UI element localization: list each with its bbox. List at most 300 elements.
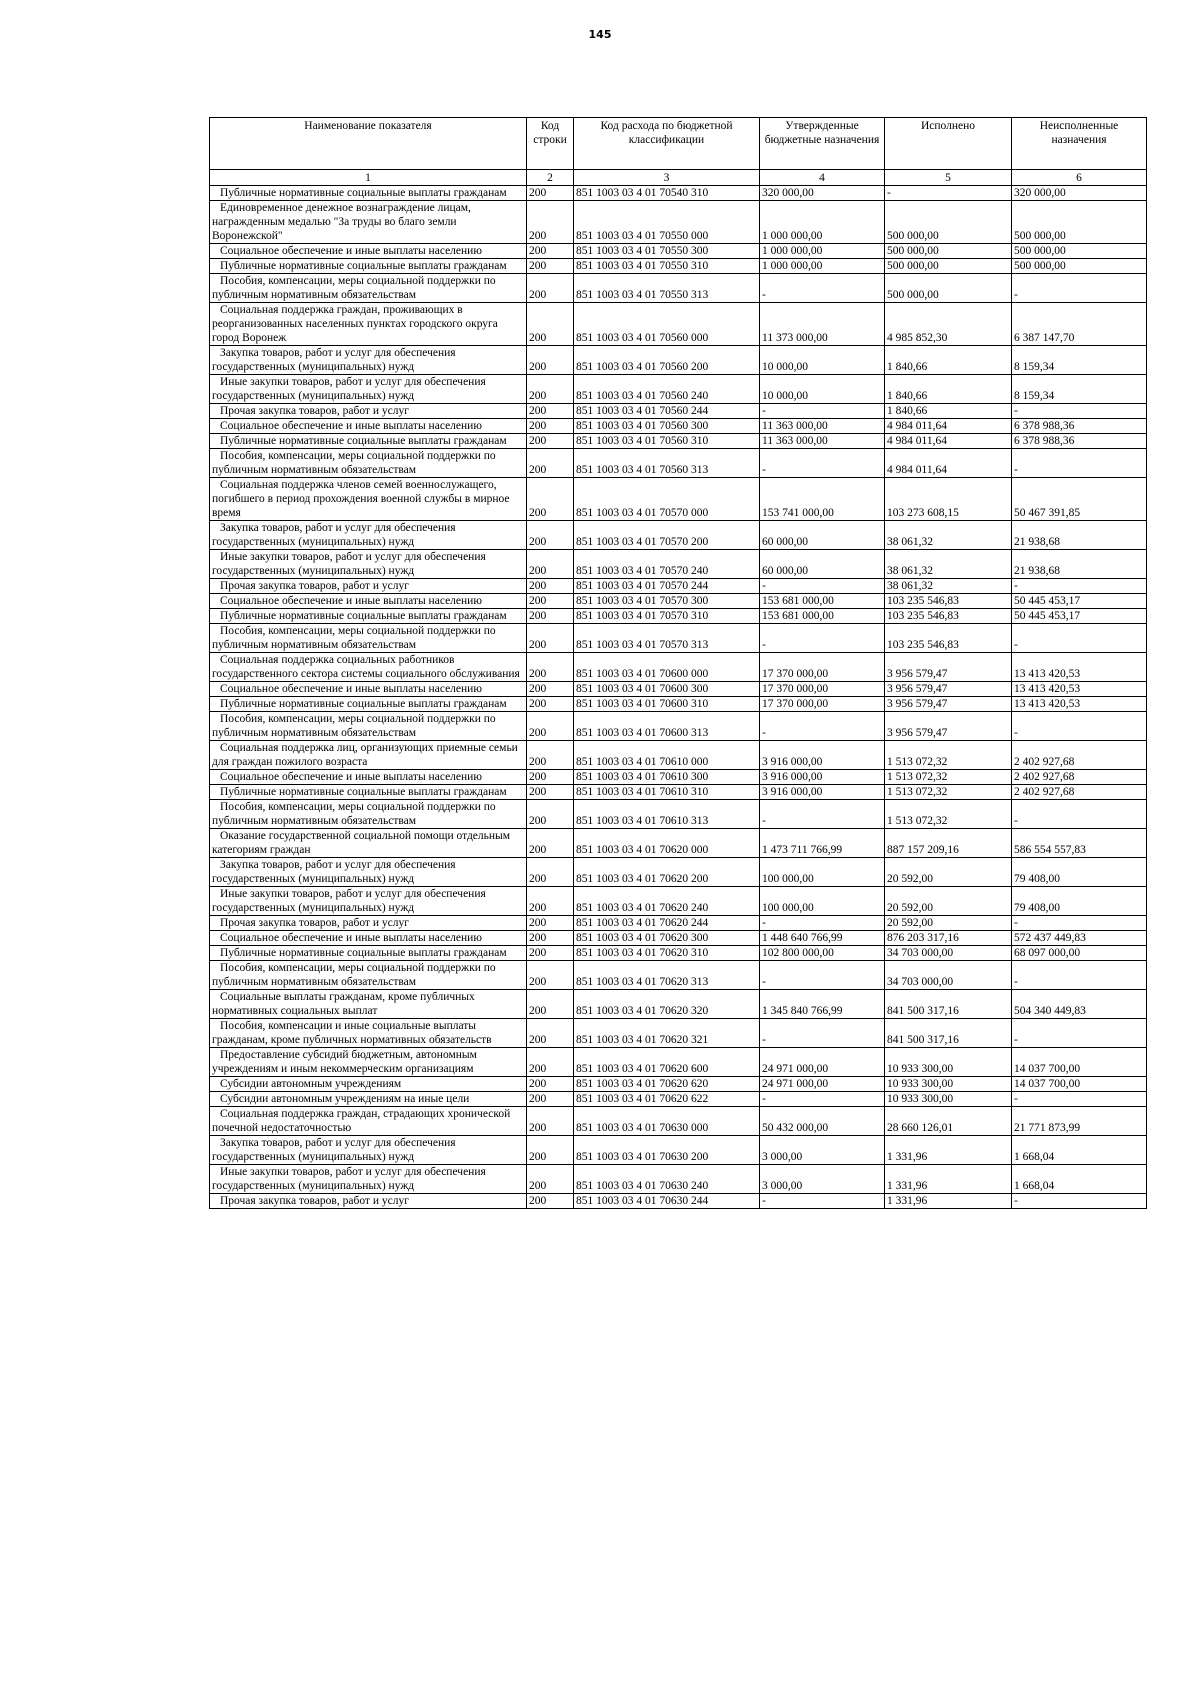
row-unexecuted: 500 000,00 bbox=[1012, 244, 1147, 259]
row-budget-code: 851 1003 03 4 01 70550 000 bbox=[574, 201, 760, 244]
row-unexecuted: 8 159,34 bbox=[1012, 346, 1147, 375]
row-budget-code: 851 1003 03 4 01 70610 300 bbox=[574, 770, 760, 785]
row-unexecuted: 68 097 000,00 bbox=[1012, 946, 1147, 961]
row-line-code: 200 bbox=[527, 800, 574, 829]
row-executed: 1 513 072,32 bbox=[885, 741, 1012, 770]
row-unexecuted: 13 413 420,53 bbox=[1012, 653, 1147, 682]
row-indicator-name: Публичные нормативные социальные выплаты гражданам bbox=[210, 697, 527, 712]
row-line-code: 200 bbox=[527, 579, 574, 594]
row-approved: 24 971 000,00 bbox=[760, 1048, 885, 1077]
table-row bbox=[210, 244, 1147, 259]
row-approved: 10 000,00 bbox=[760, 375, 885, 404]
row-approved: 3 916 000,00 bbox=[760, 770, 885, 785]
table-row bbox=[210, 770, 1147, 785]
row-approved: 3 000,00 bbox=[760, 1136, 885, 1165]
row-approved: - bbox=[760, 1019, 885, 1048]
row-budget-code: 851 1003 03 4 01 70630 244 bbox=[574, 1194, 760, 1209]
row-indicator-name: Закупка товаров, работ и услуг для обеспечения государственных (муниципальных) нужд bbox=[210, 858, 527, 887]
row-indicator-name: Прочая закупка товаров, работ и услуг bbox=[210, 579, 527, 594]
table-header-row bbox=[210, 118, 1147, 170]
row-approved: 153 681 000,00 bbox=[760, 594, 885, 609]
row-approved: 60 000,00 bbox=[760, 521, 885, 550]
row-budget-code: 851 1003 03 4 01 70560 313 bbox=[574, 449, 760, 478]
row-executed: 876 203 317,16 bbox=[885, 931, 1012, 946]
row-approved: - bbox=[760, 624, 885, 653]
row-approved: - bbox=[760, 404, 885, 419]
row-budget-code: 851 1003 03 4 01 70570 313 bbox=[574, 624, 760, 653]
row-line-code: 200 bbox=[527, 916, 574, 931]
table-row bbox=[210, 186, 1147, 201]
row-line-code: 200 bbox=[527, 419, 574, 434]
row-indicator-name: Предоставление субсидий бюджетным, автономным учреждениям и иным некоммерческим организациям bbox=[210, 1048, 527, 1077]
row-executed: 103 235 546,83 bbox=[885, 624, 1012, 653]
header-budget-code: Код расхода по бюджетной классификации bbox=[574, 118, 760, 170]
table-row bbox=[210, 478, 1147, 521]
row-indicator-name: Социальная поддержка граждан, страдающих хронической почечной недостаточностью bbox=[210, 1107, 527, 1136]
row-executed: 34 703 000,00 bbox=[885, 946, 1012, 961]
row-executed: 103 235 546,83 bbox=[885, 594, 1012, 609]
row-unexecuted: - bbox=[1012, 961, 1147, 990]
header-unexecuted: Неисполненные назначения bbox=[1012, 118, 1147, 170]
row-line-code: 200 bbox=[527, 375, 574, 404]
row-approved: 17 370 000,00 bbox=[760, 653, 885, 682]
row-executed: 500 000,00 bbox=[885, 244, 1012, 259]
row-approved: 50 432 000,00 bbox=[760, 1107, 885, 1136]
row-unexecuted: 500 000,00 bbox=[1012, 259, 1147, 274]
row-unexecuted: 500 000,00 bbox=[1012, 201, 1147, 244]
row-budget-code: 851 1003 03 4 01 70620 313 bbox=[574, 961, 760, 990]
row-unexecuted: 13 413 420,53 bbox=[1012, 697, 1147, 712]
row-indicator-name: Публичные нормативные социальные выплаты гражданам bbox=[210, 946, 527, 961]
table-row bbox=[210, 1107, 1147, 1136]
row-executed: 103 235 546,83 bbox=[885, 609, 1012, 624]
row-executed: 28 660 126,01 bbox=[885, 1107, 1012, 1136]
row-budget-code: 851 1003 03 4 01 70560 244 bbox=[574, 404, 760, 419]
row-unexecuted: - bbox=[1012, 1194, 1147, 1209]
row-approved: 1 000 000,00 bbox=[760, 259, 885, 274]
table-row bbox=[210, 594, 1147, 609]
row-executed: 20 592,00 bbox=[885, 916, 1012, 931]
table-row bbox=[210, 609, 1147, 624]
row-executed: - bbox=[885, 186, 1012, 201]
row-budget-code: 851 1003 03 4 01 70630 240 bbox=[574, 1165, 760, 1194]
row-budget-code: 851 1003 03 4 01 70600 310 bbox=[574, 697, 760, 712]
row-approved: - bbox=[760, 274, 885, 303]
table-row bbox=[210, 434, 1147, 449]
row-executed: 1 331,96 bbox=[885, 1165, 1012, 1194]
row-line-code: 200 bbox=[527, 346, 574, 375]
header-approved: Утвержденные бюджетные назначения bbox=[760, 118, 885, 170]
row-line-code: 200 bbox=[527, 186, 574, 201]
table-row bbox=[210, 579, 1147, 594]
row-approved: 1 000 000,00 bbox=[760, 201, 885, 244]
row-approved: 10 000,00 bbox=[760, 346, 885, 375]
row-indicator-name: Социальная поддержка лиц, организующих приемные семьи для граждан пожилого возраста bbox=[210, 741, 527, 770]
row-indicator-name: Пособия, компенсации, меры социальной поддержки по публичным нормативным обязательствам bbox=[210, 800, 527, 829]
row-indicator-name: Пособия, компенсации, меры социальной поддержки по публичным нормативным обязательствам bbox=[210, 961, 527, 990]
row-indicator-name: Иные закупки товаров, работ и услуг для обеспечения государственных (муниципальных) нужд bbox=[210, 375, 527, 404]
row-line-code: 200 bbox=[527, 653, 574, 682]
row-line-code: 200 bbox=[527, 858, 574, 887]
row-unexecuted: 50 445 453,17 bbox=[1012, 594, 1147, 609]
row-approved: 1 473 711 766,99 bbox=[760, 829, 885, 858]
row-unexecuted: - bbox=[1012, 274, 1147, 303]
row-indicator-name: Социальное обеспечение и иные выплаты населению bbox=[210, 419, 527, 434]
row-unexecuted: 50 445 453,17 bbox=[1012, 609, 1147, 624]
row-indicator-name: Прочая закупка товаров, работ и услуг bbox=[210, 404, 527, 419]
row-unexecuted: 572 437 449,83 bbox=[1012, 931, 1147, 946]
table-row bbox=[210, 375, 1147, 404]
row-executed: 4 984 011,64 bbox=[885, 419, 1012, 434]
row-unexecuted: 21 938,68 bbox=[1012, 521, 1147, 550]
row-budget-code: 851 1003 03 4 01 70560 200 bbox=[574, 346, 760, 375]
row-indicator-name: Публичные нормативные социальные выплаты гражданам bbox=[210, 259, 527, 274]
table-row bbox=[210, 682, 1147, 697]
row-indicator-name: Субсидии автономным учреждениям bbox=[210, 1077, 527, 1092]
row-indicator-name: Публичные нормативные социальные выплаты гражданам bbox=[210, 434, 527, 449]
row-approved: 3 916 000,00 bbox=[760, 741, 885, 770]
row-unexecuted: - bbox=[1012, 449, 1147, 478]
row-line-code: 200 bbox=[527, 1136, 574, 1165]
row-budget-code: 851 1003 03 4 01 70620 622 bbox=[574, 1092, 760, 1107]
table-row bbox=[210, 303, 1147, 346]
row-executed: 1 513 072,32 bbox=[885, 785, 1012, 800]
table-row bbox=[210, 259, 1147, 274]
row-unexecuted: 14 037 700,00 bbox=[1012, 1048, 1147, 1077]
row-line-code: 200 bbox=[527, 201, 574, 244]
row-line-code: 200 bbox=[527, 303, 574, 346]
row-line-code: 200 bbox=[527, 259, 574, 274]
row-indicator-name: Публичные нормативные социальные выплаты гражданам bbox=[210, 785, 527, 800]
row-budget-code: 851 1003 03 4 01 70620 300 bbox=[574, 931, 760, 946]
row-unexecuted: 2 402 927,68 bbox=[1012, 785, 1147, 800]
row-budget-code: 851 1003 03 4 01 70620 240 bbox=[574, 887, 760, 916]
row-executed: 841 500 317,16 bbox=[885, 990, 1012, 1019]
table-row bbox=[210, 741, 1147, 770]
table-row bbox=[210, 785, 1147, 800]
row-budget-code: 851 1003 03 4 01 70620 321 bbox=[574, 1019, 760, 1048]
table-row bbox=[210, 931, 1147, 946]
row-line-code: 200 bbox=[527, 1019, 574, 1048]
row-budget-code: 851 1003 03 4 01 70610 313 bbox=[574, 800, 760, 829]
row-budget-code: 851 1003 03 4 01 70600 300 bbox=[574, 682, 760, 697]
table-row bbox=[210, 404, 1147, 419]
row-executed: 103 273 608,15 bbox=[885, 478, 1012, 521]
row-line-code: 200 bbox=[527, 785, 574, 800]
row-unexecuted: - bbox=[1012, 800, 1147, 829]
row-indicator-name: Социальная поддержка социальных работников государственного сектора системы социального обслуживания bbox=[210, 653, 527, 682]
row-indicator-name: Социальное обеспечение и иные выплаты населению bbox=[210, 594, 527, 609]
row-executed: 3 956 579,47 bbox=[885, 682, 1012, 697]
row-unexecuted: 50 467 391,85 bbox=[1012, 478, 1147, 521]
row-budget-code: 851 1003 03 4 01 70620 320 bbox=[574, 990, 760, 1019]
row-approved: 11 363 000,00 bbox=[760, 419, 885, 434]
column-index-row bbox=[210, 170, 1147, 186]
column-index: 6 bbox=[1012, 170, 1147, 186]
row-line-code: 200 bbox=[527, 478, 574, 521]
row-indicator-name: Иные закупки товаров, работ и услуг для обеспечения государственных (муниципальных) нужд bbox=[210, 887, 527, 916]
column-index: 4 bbox=[760, 170, 885, 186]
row-unexecuted: 79 408,00 bbox=[1012, 887, 1147, 916]
row-indicator-name: Пособия, компенсации, меры социальной поддержки по публичным нормативным обязательствам bbox=[210, 449, 527, 478]
row-budget-code: 851 1003 03 4 01 70630 200 bbox=[574, 1136, 760, 1165]
table-row bbox=[210, 201, 1147, 244]
row-unexecuted: 504 340 449,83 bbox=[1012, 990, 1147, 1019]
row-approved: 1 000 000,00 bbox=[760, 244, 885, 259]
row-line-code: 200 bbox=[527, 434, 574, 449]
row-budget-code: 851 1003 03 4 01 70620 310 bbox=[574, 946, 760, 961]
column-index: 1 bbox=[210, 170, 527, 186]
row-line-code: 200 bbox=[527, 244, 574, 259]
row-indicator-name: Иные закупки товаров, работ и услуг для обеспечения государственных (муниципальных) нужд bbox=[210, 550, 527, 579]
row-budget-code: 851 1003 03 4 01 70560 310 bbox=[574, 434, 760, 449]
row-executed: 38 061,32 bbox=[885, 521, 1012, 550]
row-budget-code: 851 1003 03 4 01 70620 620 bbox=[574, 1077, 760, 1092]
row-approved: 11 363 000,00 bbox=[760, 434, 885, 449]
row-approved: 320 000,00 bbox=[760, 186, 885, 201]
row-unexecuted: - bbox=[1012, 404, 1147, 419]
table-row bbox=[210, 858, 1147, 887]
row-line-code: 200 bbox=[527, 741, 574, 770]
row-indicator-name: Пособия, компенсации, меры социальной поддержки по публичным нормативным обязательствам bbox=[210, 274, 527, 303]
table-row bbox=[210, 961, 1147, 990]
row-line-code: 200 bbox=[527, 609, 574, 624]
row-line-code: 200 bbox=[527, 887, 574, 916]
row-budget-code: 851 1003 03 4 01 70610 000 bbox=[574, 741, 760, 770]
row-approved: 3 916 000,00 bbox=[760, 785, 885, 800]
table-row bbox=[210, 1165, 1147, 1194]
table-row bbox=[210, 419, 1147, 434]
row-line-code: 200 bbox=[527, 1107, 574, 1136]
row-line-code: 200 bbox=[527, 624, 574, 653]
table-row bbox=[210, 449, 1147, 478]
row-approved: 3 000,00 bbox=[760, 1165, 885, 1194]
row-budget-code: 851 1003 03 4 01 70610 310 bbox=[574, 785, 760, 800]
row-line-code: 200 bbox=[527, 697, 574, 712]
row-unexecuted: 6 387 147,70 bbox=[1012, 303, 1147, 346]
row-approved: - bbox=[760, 579, 885, 594]
row-indicator-name: Закупка товаров, работ и услуг для обеспечения государственных (муниципальных) нужд bbox=[210, 346, 527, 375]
row-unexecuted: 21 771 873,99 bbox=[1012, 1107, 1147, 1136]
row-unexecuted: - bbox=[1012, 624, 1147, 653]
row-executed: 1 331,96 bbox=[885, 1194, 1012, 1209]
row-line-code: 200 bbox=[527, 931, 574, 946]
row-unexecuted: 2 402 927,68 bbox=[1012, 770, 1147, 785]
row-approved: - bbox=[760, 916, 885, 931]
row-budget-code: 851 1003 03 4 01 70560 000 bbox=[574, 303, 760, 346]
table-row bbox=[210, 346, 1147, 375]
row-line-code: 200 bbox=[527, 990, 574, 1019]
row-indicator-name: Публичные нормативные социальные выплаты гражданам bbox=[210, 609, 527, 624]
row-unexecuted: 1 668,04 bbox=[1012, 1136, 1147, 1165]
table-row bbox=[210, 712, 1147, 741]
row-approved: 100 000,00 bbox=[760, 858, 885, 887]
row-approved: 11 373 000,00 bbox=[760, 303, 885, 346]
row-budget-code: 851 1003 03 4 01 70620 000 bbox=[574, 829, 760, 858]
row-approved: 24 971 000,00 bbox=[760, 1077, 885, 1092]
row-indicator-name: Пособия, компенсации и иные социальные выплаты гражданам, кроме публичных нормативных обязательств bbox=[210, 1019, 527, 1048]
row-indicator-name: Единовременное денежное вознаграждение лицам, награжденным медалью "За труды во благо земли Воронежской" bbox=[210, 201, 527, 244]
table-body bbox=[210, 186, 1147, 1209]
row-executed: 20 592,00 bbox=[885, 887, 1012, 916]
row-line-code: 200 bbox=[527, 274, 574, 303]
row-approved: 17 370 000,00 bbox=[760, 682, 885, 697]
row-executed: 3 956 579,47 bbox=[885, 653, 1012, 682]
row-unexecuted: - bbox=[1012, 1092, 1147, 1107]
row-indicator-name: Закупка товаров, работ и услуг для обеспечения государственных (муниципальных) нужд bbox=[210, 1136, 527, 1165]
row-executed: 500 000,00 bbox=[885, 274, 1012, 303]
header-line-code: Код строки bbox=[527, 118, 574, 170]
header-indicator-name: Наименование показателя bbox=[210, 118, 527, 170]
row-executed: 20 592,00 bbox=[885, 858, 1012, 887]
row-executed: 1 331,96 bbox=[885, 1136, 1012, 1165]
row-approved: 17 370 000,00 bbox=[760, 697, 885, 712]
row-unexecuted: - bbox=[1012, 712, 1147, 741]
row-line-code: 200 bbox=[527, 1048, 574, 1077]
budget-execution-table bbox=[209, 117, 1147, 1209]
row-indicator-name: Оказание государственной социальной помощи отдельным категориям граждан bbox=[210, 829, 527, 858]
row-unexecuted: 6 378 988,36 bbox=[1012, 419, 1147, 434]
row-executed: 4 984 011,64 bbox=[885, 449, 1012, 478]
row-executed: 38 061,32 bbox=[885, 579, 1012, 594]
row-unexecuted: 1 668,04 bbox=[1012, 1165, 1147, 1194]
table-row bbox=[210, 1048, 1147, 1077]
row-line-code: 200 bbox=[527, 1194, 574, 1209]
page-number: 145 bbox=[588, 28, 612, 41]
row-executed: 10 933 300,00 bbox=[885, 1077, 1012, 1092]
row-indicator-name: Социальная поддержка граждан, проживающих в реорганизованных населенных пунктах городского округа город Воронеж bbox=[210, 303, 527, 346]
row-approved: 153 681 000,00 bbox=[760, 609, 885, 624]
row-executed: 1 840,66 bbox=[885, 404, 1012, 419]
row-approved: 1 448 640 766,99 bbox=[760, 931, 885, 946]
row-line-code: 200 bbox=[527, 1165, 574, 1194]
row-indicator-name: Пособия, компенсации, меры социальной поддержки по публичным нормативным обязательствам bbox=[210, 712, 527, 741]
table-row bbox=[210, 829, 1147, 858]
row-executed: 1 513 072,32 bbox=[885, 800, 1012, 829]
row-indicator-name: Закупка товаров, работ и услуг для обеспечения государственных (муниципальных) нужд bbox=[210, 521, 527, 550]
row-executed: 10 933 300,00 bbox=[885, 1092, 1012, 1107]
row-line-code: 200 bbox=[527, 946, 574, 961]
row-approved: 153 741 000,00 bbox=[760, 478, 885, 521]
row-unexecuted: - bbox=[1012, 916, 1147, 931]
row-executed: 3 956 579,47 bbox=[885, 712, 1012, 741]
row-unexecuted: 21 938,68 bbox=[1012, 550, 1147, 579]
row-budget-code: 851 1003 03 4 01 70600 313 bbox=[574, 712, 760, 741]
column-index: 5 bbox=[885, 170, 1012, 186]
row-approved: 1 345 840 766,99 bbox=[760, 990, 885, 1019]
row-executed: 4 985 852,30 bbox=[885, 303, 1012, 346]
row-indicator-name: Публичные нормативные социальные выплаты гражданам bbox=[210, 186, 527, 201]
table-row bbox=[210, 800, 1147, 829]
row-budget-code: 851 1003 03 4 01 70600 000 bbox=[574, 653, 760, 682]
row-executed: 4 984 011,64 bbox=[885, 434, 1012, 449]
row-unexecuted: 320 000,00 bbox=[1012, 186, 1147, 201]
row-approved: 100 000,00 bbox=[760, 887, 885, 916]
table-row bbox=[210, 274, 1147, 303]
row-line-code: 200 bbox=[527, 594, 574, 609]
row-approved: - bbox=[760, 449, 885, 478]
row-indicator-name: Социальное обеспечение и иные выплаты населению bbox=[210, 682, 527, 697]
row-executed: 1 840,66 bbox=[885, 346, 1012, 375]
row-approved: 60 000,00 bbox=[760, 550, 885, 579]
table-row bbox=[210, 887, 1147, 916]
row-budget-code: 851 1003 03 4 01 70620 600 bbox=[574, 1048, 760, 1077]
row-budget-code: 851 1003 03 4 01 70630 000 bbox=[574, 1107, 760, 1136]
row-budget-code: 851 1003 03 4 01 70570 000 bbox=[574, 478, 760, 521]
table-row bbox=[210, 1136, 1147, 1165]
row-line-code: 200 bbox=[527, 521, 574, 550]
row-unexecuted: 586 554 557,83 bbox=[1012, 829, 1147, 858]
row-unexecuted: 8 159,34 bbox=[1012, 375, 1147, 404]
row-executed: 34 703 000,00 bbox=[885, 961, 1012, 990]
row-approved: - bbox=[760, 712, 885, 741]
row-budget-code: 851 1003 03 4 01 70570 240 bbox=[574, 550, 760, 579]
row-approved: - bbox=[760, 1194, 885, 1209]
row-executed: 1 513 072,32 bbox=[885, 770, 1012, 785]
table-row bbox=[210, 697, 1147, 712]
row-executed: 38 061,32 bbox=[885, 550, 1012, 579]
table-row bbox=[210, 1092, 1147, 1107]
row-indicator-name: Социальная поддержка членов семей военнослужащего, погибшего в период прохождения военной службы в мирное время bbox=[210, 478, 527, 521]
row-unexecuted: - bbox=[1012, 1019, 1147, 1048]
row-budget-code: 851 1003 03 4 01 70620 244 bbox=[574, 916, 760, 931]
row-budget-code: 851 1003 03 4 01 70570 310 bbox=[574, 609, 760, 624]
row-unexecuted: 13 413 420,53 bbox=[1012, 682, 1147, 697]
row-executed: 500 000,00 bbox=[885, 259, 1012, 274]
row-unexecuted: 2 402 927,68 bbox=[1012, 741, 1147, 770]
row-line-code: 200 bbox=[527, 682, 574, 697]
row-unexecuted: 6 378 988,36 bbox=[1012, 434, 1147, 449]
row-budget-code: 851 1003 03 4 01 70550 313 bbox=[574, 274, 760, 303]
row-line-code: 200 bbox=[527, 712, 574, 741]
table-row bbox=[210, 990, 1147, 1019]
row-executed: 1 840,66 bbox=[885, 375, 1012, 404]
row-executed: 887 157 209,16 bbox=[885, 829, 1012, 858]
column-index: 2 bbox=[527, 170, 574, 186]
row-indicator-name: Социальные выплаты гражданам, кроме публичных нормативных социальных выплат bbox=[210, 990, 527, 1019]
row-line-code: 200 bbox=[527, 404, 574, 419]
row-indicator-name: Социальное обеспечение и иные выплаты населению bbox=[210, 244, 527, 259]
table-row bbox=[210, 624, 1147, 653]
row-line-code: 200 bbox=[527, 1077, 574, 1092]
table-row bbox=[210, 1194, 1147, 1209]
row-executed: 10 933 300,00 bbox=[885, 1048, 1012, 1077]
row-budget-code: 851 1003 03 4 01 70570 200 bbox=[574, 521, 760, 550]
row-indicator-name: Социальное обеспечение и иные выплаты населению bbox=[210, 770, 527, 785]
row-line-code: 200 bbox=[527, 770, 574, 785]
table-row bbox=[210, 1077, 1147, 1092]
row-executed: 3 956 579,47 bbox=[885, 697, 1012, 712]
row-indicator-name: Прочая закупка товаров, работ и услуг bbox=[210, 1194, 527, 1209]
row-indicator-name: Социальное обеспечение и иные выплаты населению bbox=[210, 931, 527, 946]
table-row bbox=[210, 653, 1147, 682]
row-line-code: 200 bbox=[527, 829, 574, 858]
row-line-code: 200 bbox=[527, 550, 574, 579]
row-line-code: 200 bbox=[527, 449, 574, 478]
row-unexecuted: 14 037 700,00 bbox=[1012, 1077, 1147, 1092]
table-row bbox=[210, 1019, 1147, 1048]
column-index: 3 bbox=[574, 170, 760, 186]
row-line-code: 200 bbox=[527, 961, 574, 990]
row-approved: - bbox=[760, 961, 885, 990]
row-budget-code: 851 1003 03 4 01 70560 300 bbox=[574, 419, 760, 434]
table-row bbox=[210, 946, 1147, 961]
row-approved: - bbox=[760, 1092, 885, 1107]
row-budget-code: 851 1003 03 4 01 70570 300 bbox=[574, 594, 760, 609]
row-indicator-name: Пособия, компенсации, меры социальной поддержки по публичным нормативным обязательствам bbox=[210, 624, 527, 653]
table-row bbox=[210, 550, 1147, 579]
row-indicator-name: Прочая закупка товаров, работ и услуг bbox=[210, 916, 527, 931]
